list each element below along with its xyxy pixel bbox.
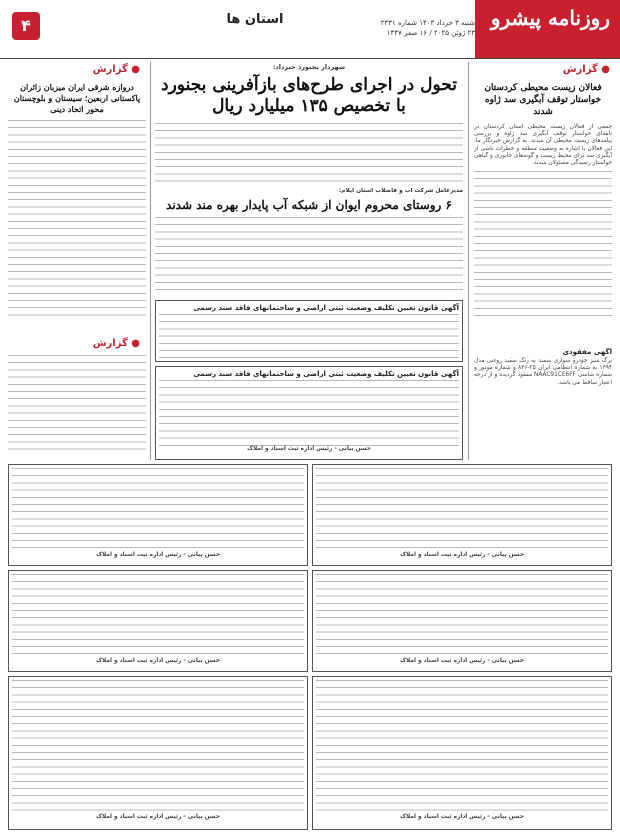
masthead-rule [0,58,620,59]
lost-notice-title: آگهی مفقودی [562,348,612,356]
report-tag-icon: ● [597,64,610,75]
left-article-2 [8,355,146,455]
logo-subtitle [605,35,608,44]
report-tag-left [10,64,140,78]
legal-notice-1-title: آگهی قانون تعیین تکلیف وضعیت ثبتی اراضی و ساختمانهای فاقد سند رسمی [193,304,459,312]
report-tag-icon: ● [127,338,140,349]
right-article-text-block [474,171,612,321]
center-overline: شهردار بجنورد خبرداد: [272,64,346,71]
legal-notice-4 [8,464,308,566]
report-tag-icon: ● [127,64,140,75]
report-tag-label: گزارش [92,64,128,75]
legal-notice-8-text [12,680,304,814]
legal-notice-2-text [159,380,459,446]
report-tag-label: گزارش [92,338,128,349]
legal-notice-8 [8,676,308,830]
center-article [155,64,463,184]
right-lost-notice [474,348,612,438]
right-article-body: جمعی از فعالان زیست محیطی استان کردستان در نامه‌ای خواستار توقف آبگیری سد ژاوه و بررسی پیامدهای زیست محیطی آن شدند. به گزارش خبرنگار ما، این فعالان با اشاره به وضعیت منطقه و خطرات ناشی از آبگیری سد برای محیط زیست و گونه‌های جانوری و گیاهی خواستار رسیدگی مسئولان شدند. [474,124,612,167]
legal-notice-4-signature: حسن بیانی - رئیس اداره ثبت اسناد و املاک [96,552,220,558]
left-article [8,82,146,332]
issue-date-line-2: ۲۳ ژوئن ۲۰۲۵ / ۱۶ صفر ۱۴۴۷ [386,29,475,37]
legal-notice-7-text [316,680,608,814]
lost-notice-body: برگ سبز خودرو سواری سمند به رنگ سفید روغنی مدل ۱۳۹۴ به شماره انتظامی ایران ۲۵-۸۳۶ و شماره موتور و شماره شاسی NAAC91CE6FF مفقود گردیده و از درجه اعتبار ساقط می باشد. [474,358,612,386]
legal-notice-2-title: آگهی قانون تعیین تکلیف وضعیت ثبتی اراضی و ساختمانهای فاقد سند رسمی [193,370,459,378]
legal-notice-6 [8,570,308,672]
legal-notice-5 [312,570,612,672]
legal-notice-7-signature: حسن بیانی - رئیس اداره ثبت اسناد و املاک [400,814,524,820]
legal-notice-2 [155,366,463,460]
section-title: استان ها [226,12,284,27]
legal-notice-2-signature: حسن بیانی - رئیس اداره ثبت اسناد و املاک [247,446,371,452]
page-number-badge: ۴ [12,12,40,40]
legal-notice-1-text [159,314,459,358]
logo-band [475,0,620,58]
legal-notice-3 [312,464,612,566]
legal-notice-1 [155,300,463,362]
issue-date-line-1: شنبه ۳ خرداد ۱۴۰۳ شماره ۲۳۳۱ [380,19,475,27]
left-article-text-block [8,120,146,320]
legal-notice-8-signature: حسن بیانی - رئیس اداره ثبت اسناد و املاک [96,814,220,820]
issue-dates [325,18,475,38]
legal-notice-3-signature: حسن بیانی - رئیس اداره ثبت اسناد و املاک [400,552,524,558]
masthead [0,0,620,58]
center-article-2 [155,188,463,298]
right-article-headline: فعالان زیست محیطی کردستان خواستار توقف آبگیری سد ژاوه شدند [484,83,602,117]
legal-notice-7 [312,676,612,830]
left-article-headline: دروازه شرقی ایران میزبان زائران پاکستانی اربعین؛ سیستان و بلوچستان محور اتحاد دینی [13,82,141,114]
column-divider-right [468,62,469,460]
column-divider-left [150,62,151,460]
report-tag-right [563,64,610,78]
report-tag-label: گزارش [562,64,598,75]
center-headline: تحول در اجرای طرح‌های بازآفرینی بجنورد با تخصیص ۱۳۵ میلیارد ریال [161,75,457,117]
left-article-2-text-block [8,355,146,455]
newspaper-logo: روزنامه پیشرو [490,6,610,30]
center-article-text-block [155,123,463,184]
legal-notice-5-signature: حسن بیانی - رئیس اداره ثبت اسناد و املاک [400,658,524,664]
center-article-2-text-block [155,217,463,293]
report-tag-left-2 [10,338,140,352]
legal-notice-6-text [12,574,304,658]
legal-notice-5-text [316,574,608,658]
legal-notice-3-text [316,468,608,552]
legal-notice-4-text [12,468,304,552]
right-article [474,82,612,342]
center-byline: مدیرعامل شرکت آب و فاضلاب استان ایلام: [338,188,463,194]
legal-notice-6-signature: حسن بیانی - رئیس اداره ثبت اسناد و املاک [96,658,220,664]
center-headline-2: ۶ روستای محروم ایوان از شبکه آب پایدار بهره مند شدند [166,198,452,213]
